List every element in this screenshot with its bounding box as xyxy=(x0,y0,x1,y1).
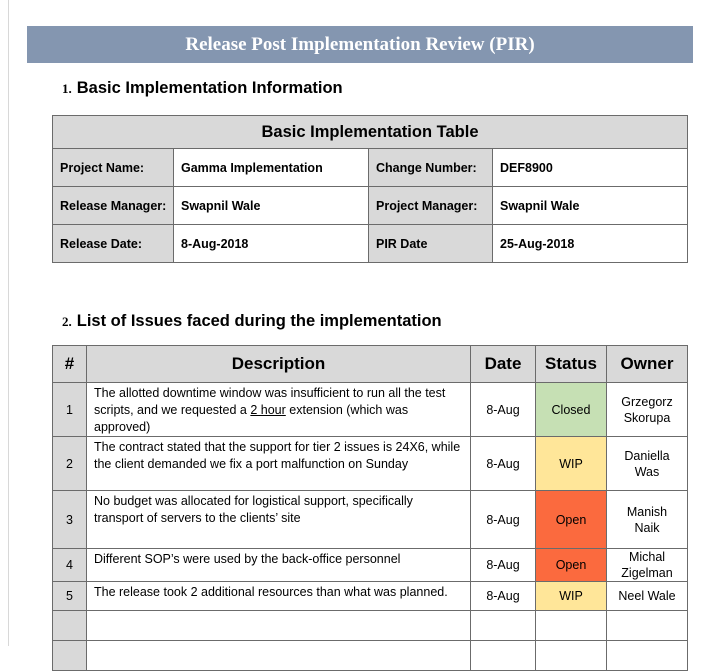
column-header-status: Status xyxy=(536,346,607,383)
field-label: Change Number: xyxy=(369,149,493,187)
issue-owner: Grzegorz Skorupa xyxy=(607,383,688,437)
issue-date: 8-Aug xyxy=(471,582,536,611)
issue-date: 8-Aug xyxy=(471,549,536,582)
field-label: Project Name: xyxy=(53,149,174,187)
issue-description: The allotted downtime window was insufficient to run all the test scripts, and we requested a 2 hour extension (which was approved) xyxy=(87,383,471,437)
field-label: Release Manager: xyxy=(53,187,174,225)
table-row xyxy=(53,225,688,263)
issue-date: 8-Aug xyxy=(471,491,536,549)
field-label: Release Date: xyxy=(53,225,174,263)
issues-table xyxy=(52,345,688,671)
section-heading-basic-info xyxy=(62,79,343,98)
field-value: Swapnil Wale xyxy=(174,187,369,225)
issue-number: 1 xyxy=(53,383,87,437)
table-row xyxy=(53,549,688,582)
column-header-owner: Owner xyxy=(607,346,688,383)
section-title: Basic Implementation Information xyxy=(76,79,343,97)
section-number: 2. xyxy=(62,314,72,329)
issue-description: Different SOP’s were used by the back-office personnel xyxy=(87,549,471,582)
table-row xyxy=(53,582,688,611)
issue-number: 5 xyxy=(53,582,87,611)
table-row xyxy=(53,383,688,437)
underlined-text: 2 hour xyxy=(250,403,286,417)
issue-owner: Manish Naik xyxy=(607,491,688,549)
field-label: Project Manager: xyxy=(369,187,493,225)
field-value: Swapnil Wale xyxy=(493,187,688,225)
empty-table-row xyxy=(53,611,688,641)
field-value: Gamma Implementation xyxy=(174,149,369,187)
status-badge: WIP xyxy=(536,582,607,611)
status-badge: Closed xyxy=(536,383,607,437)
issue-owner: Michal Zigelman xyxy=(607,549,688,582)
field-value: DEF8900 xyxy=(493,149,688,187)
basic-implementation-table xyxy=(52,115,688,263)
section-heading-issues xyxy=(62,312,442,331)
empty-table-row xyxy=(53,641,688,671)
column-header-description: Description xyxy=(87,346,471,383)
issue-number: 2 xyxy=(53,437,87,491)
issue-description: The release took 2 additional resources than what was planned. xyxy=(87,582,471,611)
issue-date: 8-Aug xyxy=(471,437,536,491)
table-row xyxy=(53,437,688,491)
table-row xyxy=(53,187,688,225)
document-title: Release Post Implementation Review (PIR) xyxy=(27,26,693,63)
issue-number: 3 xyxy=(53,491,87,549)
issue-owner: Daniella Was xyxy=(607,437,688,491)
section-title: List of Issues faced during the implementation xyxy=(76,312,442,330)
column-header-date: Date xyxy=(471,346,536,383)
issue-date: 8-Aug xyxy=(471,383,536,437)
field-value: 8-Aug-2018 xyxy=(174,225,369,263)
page-edge xyxy=(8,0,9,646)
section-number: 1. xyxy=(62,81,72,96)
status-badge: Open xyxy=(536,491,607,549)
column-header-number: # xyxy=(53,346,87,383)
status-badge: Open xyxy=(536,549,607,582)
field-label: PIR Date xyxy=(369,225,493,263)
issue-description: No budget was allocated for logistical support, specifically transport of servers to the clients’ site xyxy=(87,491,471,549)
table-row xyxy=(53,491,688,549)
issue-description: The contract stated that the support for tier 2 issues is 24X6, while the client demanded we fix a port malfunction on Sunday xyxy=(87,437,471,491)
basic-table-heading: Basic Implementation Table xyxy=(53,116,688,149)
table-row xyxy=(53,149,688,187)
issue-number: 4 xyxy=(53,549,87,582)
field-value: 25-Aug-2018 xyxy=(493,225,688,263)
status-badge: WIP xyxy=(536,437,607,491)
issue-owner: Neel Wale xyxy=(607,582,688,611)
